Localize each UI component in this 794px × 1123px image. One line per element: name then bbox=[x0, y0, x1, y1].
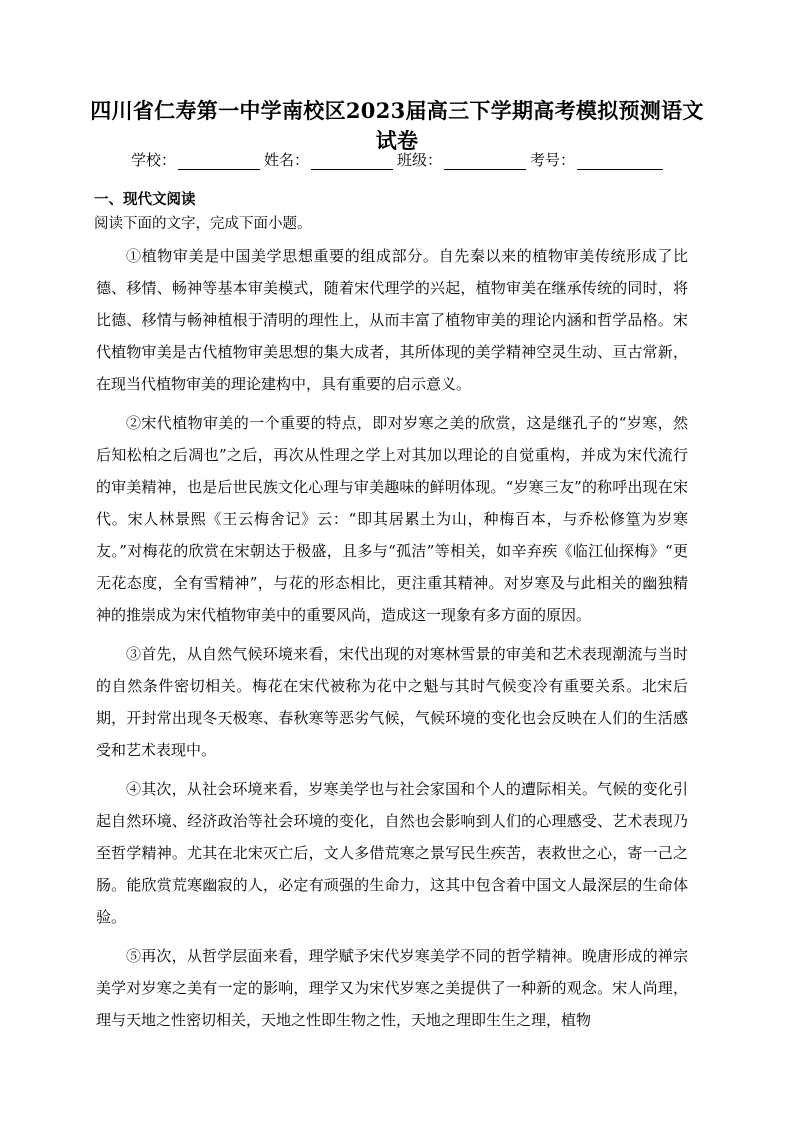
paragraph-4: ④其次，从社会环境来看，岁寒美学也与社会家国和个人的遭际相关。气候的变化引起自然环境、经济政治等社会环境的变化，自然也会影响到人们的心理感受、艺术表现乃至哲学精神。尤其在北宋灭亡后，文人多借荒寒之景写民生疾苦，表救世之心，寄一己之肠。能欣赏荒寒幽寂的人，必定有顽强的生命力，这其中包含着中国文人最深层的生命体验。 bbox=[96, 780, 688, 926]
exam-no-field bbox=[530, 150, 663, 170]
paragraph-1: ①植物审美是中国美学思想重要的组成部分。自先秦以来的植物审美传统形成了比德、移情、畅神等基本审美模式，随着宋代理学的兴起，植物审美在继承传统的同时，将比德、移情与畅神植根于清明的理性上，从而丰富了植物审美的理论内涵和哲学品格。宋代植物审美是古代植物审美思想的集大成者，其所体现的美学精神空灵生动、亘古常新，在现当代植物审美的理论建构中，具有重要的启示意义。 bbox=[96, 247, 688, 393]
school-field bbox=[131, 150, 260, 170]
class-field bbox=[397, 150, 526, 170]
student-info-row bbox=[0, 150, 794, 170]
paragraph-2: ②宋代植物审美的一个重要的特点，即对岁寒之美的欣赏，这是继孔子的“岁寒，然后知松柏之后凋也”之后，再次从性理之学上对其加以理论的自觉重构，并成为宋代流行的审美精神，也是后世民族文化心理与审美趣味的鲜明体现。“岁寒三友”的称呼出现在宋代。宋人林景熙《王云梅舍记》云：“即其居累土为山，种梅百本，与乔松修篁为岁寒友。”对梅花的欣赏在宋朝达于极盛，且多与“孤洁”等相关，如辛弃疾《临江仙探梅》“更无花态度，全有雪精神”，与花的形态相比，更注重其精神。对岁寒及与此相关的幽独精神的推崇成为宋代植物审美中的重要风尚，造成这一现象有多方面的原因。 bbox=[96, 414, 688, 624]
instruction-text: 阅读下面的文字，完成下面小题。 bbox=[94, 216, 312, 232]
paragraph-5: ⑤再次，从哲学层面来看，理学赋予宋代岁寒美学不同的哲学精神。晚唐形成的禅宗美学对岁寒之美有一定的影响，理学又为宋代岁寒之美提供了一种新的观念。宋人尚理，理与天地之性密切相关，天地之性即生物之性，天地之理即生生之理，植物 bbox=[96, 947, 688, 1029]
class-label: 班级： bbox=[397, 151, 443, 169]
section-heading: 一、现代文阅读 bbox=[94, 192, 196, 208]
page-title: 四川省仁寿第一中学南校区2023届高三下学期高考模拟预测语文试卷 bbox=[90, 98, 704, 153]
passage-body bbox=[96, 240, 688, 1043]
name-label: 姓名： bbox=[263, 151, 309, 169]
exam-no-label: 考号： bbox=[530, 151, 576, 169]
name-field bbox=[264, 150, 393, 170]
exam-no-blank[interactable] bbox=[577, 155, 663, 170]
name-blank[interactable] bbox=[311, 155, 393, 170]
school-label: 学校： bbox=[130, 151, 176, 169]
class-blank[interactable] bbox=[444, 155, 526, 170]
school-blank[interactable] bbox=[178, 155, 260, 170]
paragraph-3: ③首先，从自然气候环境来看，宋代出现的对寒林雪景的审美和艺术表现潮流与当时的自然条件密切相关。梅花在宋代被称为花中之魁与其时气候变冷有重要关系。北宋后期，开封常出现冬天极寒、春秋寒等恶劣气候，气候环境的变化也会反映在人们的生活感受和艺术表现中。 bbox=[96, 645, 688, 759]
